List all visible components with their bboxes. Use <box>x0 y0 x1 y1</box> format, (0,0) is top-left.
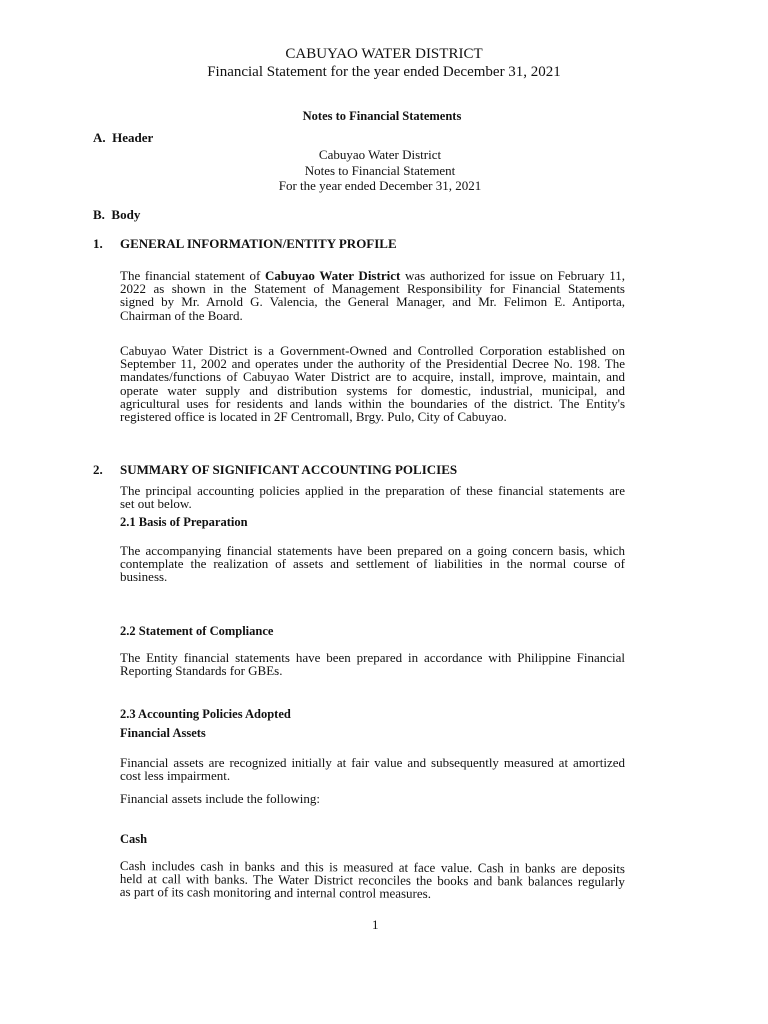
section-2-intro <box>120 484 625 510</box>
text-line: Cabuyao Water District is a Government-Owned and Controlled Corporation established on <box>120 343 625 358</box>
text-line: The Entity financial statements have been prepared in accordance with Philippine Financial <box>120 650 625 665</box>
header-line: Notes to Financial Statement <box>304 162 456 178</box>
text-line: September 11, 2002 and operates under the authority of the Presidential Decree No. 198. The <box>120 356 625 372</box>
cash-title: Cash <box>120 832 148 846</box>
text-line: business. <box>120 569 168 585</box>
page-number: 1 <box>372 917 379 932</box>
notes-heading: Notes to Financial Statements <box>302 109 462 123</box>
text-line: Chairman of the Board. <box>120 307 243 323</box>
section-b-heading <box>93 207 140 223</box>
subsection-2-2-title: 2.2 Statement of Compliance <box>120 624 274 638</box>
text-line: set out below. <box>120 496 192 512</box>
section-b-label: Body <box>111 207 141 222</box>
financial-assets-title: Financial Assets <box>120 726 206 740</box>
document-subtitle: Financial Statement for the year ended December 31, 2021 <box>207 64 561 80</box>
text-line: held at call with banks. The Water District reconciles the books and bank balances regularly <box>119 871 625 890</box>
section-a-letter: A. <box>93 130 106 145</box>
subsection-2-1-text <box>120 544 625 584</box>
section-1-paragraph-1 <box>120 269 625 322</box>
header-block <box>0 147 764 194</box>
text-line: 2022 as shown in the Statement of Management Responsibility for Financial Statements <box>120 281 625 297</box>
section-b-letter: B. <box>93 207 105 222</box>
section-1-number: 1. <box>93 236 103 251</box>
text-line: contemplate the realization of assets and settlement of liabilities in the normal course of <box>120 556 625 572</box>
text-line: cost less impairment. <box>120 768 231 784</box>
text-line: Financial assets are recognized initially at fair value and subsequently measured at amortized <box>120 755 625 770</box>
text-line: as part of its cash monitoring and internal control measures. <box>119 884 432 902</box>
entity-name: Cabuyao Water District <box>265 268 401 283</box>
text-line: The principal accounting policies applied in the preparation of these financial statements are <box>120 483 625 498</box>
text-line: operate water supply and distribution systems for domestic, industrial, municipal, and <box>120 382 625 398</box>
subsection-2-2-text <box>120 651 625 677</box>
financial-assets-text <box>120 756 625 782</box>
section-a-heading <box>93 130 153 146</box>
text-line: Reporting Standards for GBEs. <box>120 663 283 679</box>
text-line: The accompanying financial statements have been prepared on a going concern basis, which <box>120 543 625 558</box>
text-line: registered office is located in 2F Centromall, Brgy. Pulo, City of Cabuyao. <box>120 409 507 425</box>
header-line: Cabuyao Water District <box>318 147 442 162</box>
section-2-title: SUMMARY OF SIGNIFICANT ACCOUNTING POLICIES <box>120 462 458 477</box>
section-1-paragraph-2 <box>120 344 625 423</box>
section-2-number: 2. <box>93 462 103 477</box>
cash-text <box>120 859 625 902</box>
section-a-label: Header <box>112 130 154 145</box>
text-line: The financial statement of Cabuyao Water District was authorized for issue on February 11, <box>120 268 625 283</box>
text-line: mandates/functions of Cabuyao Water District are to acquire, install, improve, maintain, and <box>120 369 625 385</box>
text-line: Cash includes cash in banks and this is measured at face value. Cash in banks are deposits <box>119 858 625 877</box>
subsection-2-1-title: 2.1 Basis of Preparation <box>120 515 248 529</box>
document-title: CABUYAO WATER DISTRICT <box>285 46 483 62</box>
text-line: agricultural uses for residents and lands within the boundaries of the district. The Entity's <box>120 395 625 411</box>
financial-assets-include: Financial assets include the following: <box>120 791 321 806</box>
text-line: signed by Mr. Arnold G. Valencia, the General Manager, and Mr. Felimon E. Antiporta, <box>120 294 625 310</box>
subsection-2-3-title: 2.3 Accounting Policies Adopted <box>120 707 291 721</box>
header-line: For the year ended December 31, 2021 <box>278 178 482 193</box>
section-1-title: GENERAL INFORMATION/ENTITY PROFILE <box>120 236 397 251</box>
